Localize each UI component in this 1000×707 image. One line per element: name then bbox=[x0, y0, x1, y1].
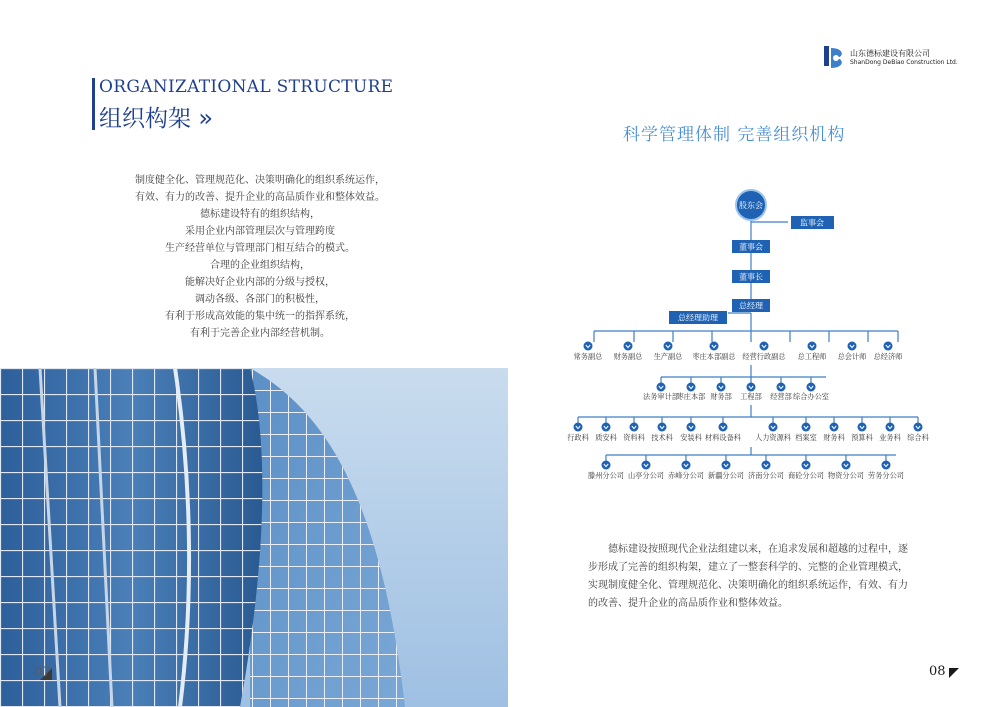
node-general-manager bbox=[732, 299, 770, 312]
chevron-down-icon bbox=[882, 461, 891, 470]
section-node-label: 资料科 bbox=[623, 433, 645, 442]
section-node bbox=[879, 423, 901, 443]
chevron-down-icon bbox=[848, 342, 857, 351]
body-line: 德标建设按照现代企业法组建以来，在追求发展和超越的过程中，逐 bbox=[588, 544, 908, 555]
chevron-down-icon bbox=[682, 461, 691, 470]
branch-node-label: 商砼分公司 bbox=[788, 471, 824, 480]
chevron-down-icon bbox=[722, 461, 731, 470]
chevron-down-icon bbox=[760, 342, 769, 351]
node-chairman-label: 董事长 bbox=[739, 272, 763, 282]
chevron-down-icon bbox=[808, 342, 817, 351]
branch-node bbox=[748, 461, 784, 481]
chevron-down-icon bbox=[884, 342, 893, 351]
page-corner-triangle-icon bbox=[949, 668, 959, 678]
deputy-node-label: 常务副总 bbox=[573, 352, 603, 361]
deputy-node bbox=[574, 342, 604, 362]
intro-line: 合理的企业组织结构， bbox=[210, 260, 310, 271]
section-node-label: 人力资源科 bbox=[755, 433, 791, 442]
node-board-label: 董事会 bbox=[739, 242, 763, 252]
chevron-down-icon bbox=[802, 461, 811, 470]
deputy-node bbox=[692, 342, 736, 362]
department-node bbox=[710, 383, 732, 402]
title-chinese-text: 组织构架 bbox=[99, 106, 191, 132]
branch-node-label: 济南分公司 bbox=[748, 471, 784, 480]
branch-node-label: 新疆分公司 bbox=[708, 471, 744, 480]
deputies-row bbox=[574, 342, 903, 362]
chevron-down-icon bbox=[630, 423, 639, 432]
page-number-left: 07 bbox=[34, 665, 51, 680]
double-chevron-icon: » bbox=[198, 104, 213, 132]
section-node bbox=[795, 423, 817, 443]
section-node-label: 预算科 bbox=[851, 433, 873, 442]
department-node-label: 财务部 bbox=[710, 392, 732, 401]
node-board bbox=[732, 240, 770, 253]
chevron-down-icon bbox=[747, 383, 756, 392]
branch-node-label: 物资分公司 bbox=[828, 471, 864, 480]
department-node bbox=[770, 383, 792, 402]
deputy-node-label: 生产副总 bbox=[653, 352, 683, 361]
department-node bbox=[643, 383, 679, 402]
chevron-down-icon bbox=[574, 423, 583, 432]
department-node bbox=[793, 383, 829, 402]
section-node bbox=[851, 423, 873, 443]
right-page bbox=[508, 0, 1000, 707]
department-node-label: 工程部 bbox=[740, 392, 762, 401]
title-english: ORGANIZATIONAL STRUCTURE bbox=[99, 77, 394, 97]
section-node-label: 档案室 bbox=[795, 433, 817, 442]
chevron-down-icon bbox=[717, 383, 726, 392]
node-gm-assistant-label: 总经理助理 bbox=[678, 313, 718, 323]
deputy-node-label: 财务副总 bbox=[613, 352, 643, 361]
sections-row bbox=[567, 423, 929, 443]
chevron-down-icon bbox=[807, 383, 816, 392]
chevron-down-icon bbox=[769, 423, 778, 432]
chevron-down-icon bbox=[858, 423, 867, 432]
deputy-node-label: 总会计师 bbox=[837, 352, 867, 361]
deputy-node-label: 总工程师 bbox=[797, 352, 827, 361]
chevron-down-icon bbox=[842, 461, 851, 470]
intro-line: 生产经营单位与管理部门相互结合的模式。 bbox=[165, 243, 355, 254]
intro-line: 有利于完善企业内部经营机制。 bbox=[190, 328, 330, 339]
branch-node-label: 赤峰分公司 bbox=[668, 471, 704, 480]
section-node-label: 行政科 bbox=[567, 433, 589, 442]
intro-line: 制度健全化、管理规范化、决策明确化的组织系统运作， bbox=[135, 175, 385, 186]
body-paragraph bbox=[588, 541, 918, 613]
deputy-node-label: 经营行政副总 bbox=[742, 352, 786, 361]
intro-line: 能解决好企业内部的分级与授权， bbox=[185, 277, 335, 288]
org-chart bbox=[566, 185, 946, 490]
branch-node bbox=[588, 461, 624, 481]
departments-row bbox=[643, 383, 829, 402]
chevron-down-icon bbox=[602, 461, 611, 470]
section-node-label: 综合科 bbox=[907, 433, 929, 442]
chevron-down-icon bbox=[777, 383, 786, 392]
node-shareholders bbox=[736, 190, 766, 220]
chevron-down-icon bbox=[710, 342, 719, 351]
deputy-node bbox=[798, 342, 827, 362]
branch-node-label: 劳务分公司 bbox=[868, 471, 904, 480]
building-photo bbox=[0, 368, 508, 707]
intro-line: 德标建设特有的组织结构， bbox=[200, 209, 320, 220]
chevron-down-icon bbox=[664, 342, 673, 351]
branch-node bbox=[868, 461, 904, 481]
title-chinese bbox=[99, 100, 213, 133]
department-node-label: 枣庄本部 bbox=[676, 392, 706, 401]
deputy-node bbox=[614, 342, 644, 362]
branch-node-label: 山亭分公司 bbox=[628, 471, 664, 480]
branch-node bbox=[828, 461, 864, 481]
node-general-manager-label: 总经理 bbox=[739, 301, 763, 311]
chevron-down-icon bbox=[914, 423, 923, 432]
chevron-down-icon bbox=[687, 383, 696, 392]
chevron-down-icon bbox=[719, 423, 728, 432]
department-node-label: 经营部 bbox=[770, 392, 792, 401]
section-node bbox=[823, 423, 845, 443]
department-node-label: 综合办公室 bbox=[793, 392, 829, 401]
deputy-connectors bbox=[594, 331, 898, 342]
chevron-down-icon bbox=[624, 342, 633, 351]
branch-node bbox=[628, 461, 664, 481]
chevron-down-icon bbox=[584, 342, 593, 351]
title-accent-bar bbox=[92, 78, 95, 130]
deputy-node bbox=[654, 342, 684, 362]
chevron-down-icon bbox=[830, 423, 839, 432]
section-heading: 科学管理体制 完善组织机构 bbox=[623, 125, 846, 145]
node-chairman bbox=[732, 270, 770, 283]
section-node-label: 财务科 bbox=[823, 433, 845, 442]
department-node bbox=[677, 383, 706, 402]
chevron-down-icon bbox=[886, 423, 895, 432]
section-node-label: 业务科 bbox=[879, 433, 901, 442]
chevron-down-icon bbox=[642, 461, 651, 470]
deputy-node bbox=[874, 342, 903, 362]
section-node bbox=[907, 423, 929, 443]
department-node bbox=[740, 383, 762, 402]
section-node-label: 技术科 bbox=[651, 433, 673, 442]
intro-line: 有效、有力的改善、提升企业的高品质作业和整体效益。 bbox=[135, 192, 385, 203]
branch-node-label: 滕州分公司 bbox=[588, 471, 624, 480]
branch-node bbox=[788, 461, 824, 481]
deputy-node-label: 枣庄本部副总 bbox=[692, 352, 736, 361]
node-supervisors-label: 监事会 bbox=[800, 218, 824, 228]
section-node-label: 材料设备科 bbox=[705, 433, 741, 442]
section-node bbox=[623, 423, 645, 443]
body-line: 实现制度健全化、管理规范化、决策明确化的组织系统运作，有效、有力 bbox=[588, 580, 908, 591]
chevron-down-icon bbox=[657, 383, 666, 392]
deputy-node-label: 总经济师 bbox=[873, 352, 903, 361]
branch-node bbox=[708, 461, 744, 481]
section-node bbox=[651, 423, 673, 443]
company-name-en: ShanDong DeBiao Construction Ltd. bbox=[850, 59, 958, 66]
section-node-label: 质安科 bbox=[595, 433, 617, 442]
deputy-node bbox=[838, 342, 867, 362]
company-logo-icon bbox=[823, 44, 847, 70]
chevron-down-icon bbox=[687, 423, 696, 432]
section-node bbox=[705, 423, 742, 443]
chevron-down-icon bbox=[658, 423, 667, 432]
branch-node bbox=[668, 461, 704, 481]
section-node bbox=[567, 423, 589, 443]
section-node bbox=[755, 423, 792, 443]
chevron-down-icon bbox=[602, 423, 611, 432]
deputy-node bbox=[742, 342, 786, 362]
intro-paragraph bbox=[90, 172, 430, 342]
branches-row bbox=[588, 461, 904, 481]
section-node bbox=[595, 423, 617, 443]
intro-line: 有利于形成高效能的集中统一的指挥系统， bbox=[165, 311, 355, 322]
company-name-cn: 山东德标建设有限公司 bbox=[850, 49, 930, 58]
node-supervisors bbox=[791, 216, 834, 229]
body-line: 步形成了完善的组织构架，建立了一整套科学的、完整的企业管理模式， bbox=[588, 562, 908, 573]
node-gm-assistant bbox=[669, 311, 727, 324]
intro-line: 调动各级、各部门的积极性， bbox=[195, 294, 325, 305]
chevron-down-icon bbox=[802, 423, 811, 432]
section-node bbox=[680, 423, 702, 443]
chevron-down-icon bbox=[762, 461, 771, 470]
node-shareholders-label: 股东会 bbox=[739, 201, 763, 210]
intro-line: 采用企业内部管理层次与管理跨度 bbox=[185, 226, 335, 237]
body-line: 的改善、提升企业的高品质作业和整体效益。 bbox=[588, 598, 788, 609]
page-number-right: 08 bbox=[929, 664, 946, 679]
section-node-label: 安装科 bbox=[680, 433, 702, 442]
department-node-label: 法务审计部 bbox=[643, 392, 679, 401]
